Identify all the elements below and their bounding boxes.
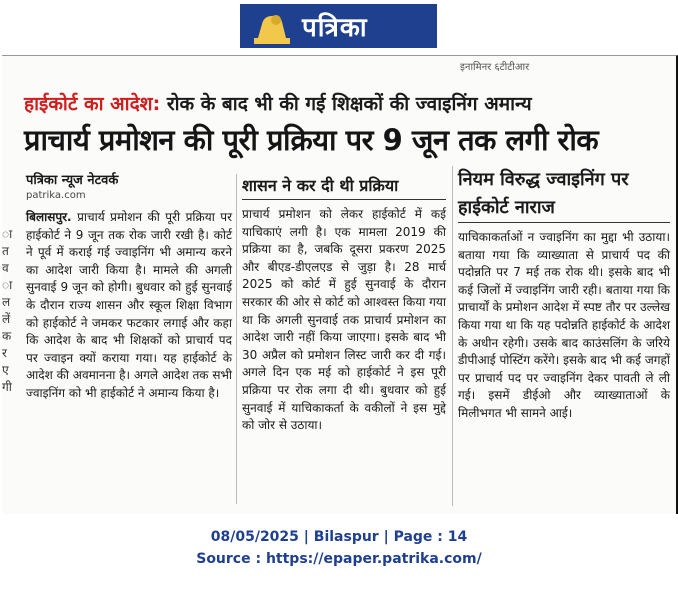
source-line: Source : https://epaper.patrika.com/ [196,551,482,567]
column-3-body: याचिकाकर्ताओं न ज्वाइनिंग का मुद्दा भी उठाया। बताया गया कि व्याख्याता से प्राचार्य पद की पदोन्नति पर 7 मई तक रोक थी। इसके बाद भी कई जिलों में ज्वाइनिंग जारी रही। बताया गया कि प्राचार्यों के प्रमोशन आदेश में स्पष्ट तौर पर उल्लेख किया गया था कि यह पदोन्नति हाईकोर्ट के आदेश के अधीन रहेगी। उसके बाद काउंसलिंग के जरिये डीपीआई पोस्टिंग करेंगे। इसके बाद भी कई जगहों पर प्राचार्य पद पर ज्वाइनिंग देकर पावती ले ली गई। इसमें डीईओ और व्याख्याताओं के मिलीभगत भी सामने आई। [458,230,670,420]
column-2 [242,174,446,435]
left-cut-text: ा त व ा ल लें क र ए गी [2,227,13,394]
news-clipping [2,55,678,514]
kicker-rest: रोक के बाद भी की गई शिक्षकों की ज्वाइनिंग अमान्य [160,93,532,115]
kicker-headline [24,90,532,116]
lion-emblem-icon [250,4,294,48]
dateline: बिलासपुर. [26,210,72,224]
kicker: हाईकोर्ट का आदेश: [24,93,161,115]
main-headline: प्राचार्य प्रमोशन की पूरी प्रक्रिया पर 9 जून तक लगी रोक [24,123,599,157]
column-divider [236,174,237,504]
column-3-subhead: नियम विरुद्ध ज्वाइनिंग पर हाईकोर्ट नाराज [458,166,670,223]
patrika-logo [240,4,437,48]
byline-site: patrika.com [26,190,86,201]
column-2-body: प्राचार्य प्रमोशन को लेकर हाईकोर्ट में कई याचिकाएं लगी है। एक मामला 2019 की प्रक्रिया का है, जबकि दूसरा प्रकरण 2025 और बीएड-डीएलएड से जुड़ा है। 28 मार्च 2025 को कोर्ट में हुई सुनवाई के दौरान सरकार की ओर से कोर्ट को आश्वस्त किया गया था कि अगली सुनवाई तक प्राचार्य प्रमोशन का आदेश जारी नहीं किया जाएगा। इसके बाद भी 30 अप्रैल को प्रमोशन लिस्ट जारी कर दी गई। अगले दिन एक मई को हाईकोर्ट ने इस पूरी प्रक्रिया पर रोक लगा दी थी। बुधवार को हुई सुनवाई में याचिकाकर्ता के वकीलों ने इस मुद्दे को जोर से उठाया। [242,207,446,433]
top-cut-text: इनामिनर ६टीटीआर [460,62,530,73]
edition-info: 08/05/2025 | Bilaspur | Page : 14 [210,529,468,545]
column-2-subhead: शासन ने कर दी थी प्रक्रिया [242,174,446,200]
column-1 [26,170,232,403]
column-divider [452,166,453,506]
logo-name: पत्रिका [302,13,368,43]
column-3 [458,166,670,423]
byline: पत्रिका न्यूज नेटवर्क [26,173,119,188]
column-1-text: प्राचार्य प्रमोशन की पूरी प्रक्रिया पर हाईकोर्ट ने 9 जून तक रोक जारी रखी है। कोर्ट ने पूर्व में कराई गई ज्वाइनिंग भी अमान्य करने का आदेश जारी किया है। मामले की अगली सुनवाई 9 जून को होगी। बुधवार को हुई सुनवाई के दौरान राज्य शासन और स्कूल शिक्षा विभाग को हाईकोर्ट ने जमकर फटकार लगाई और कहा कि आदेश के बाद भी शिक्षकों को प्राचार्य पद पर ज्वाइन क्यों कराया गया। यह हाईकोर्ट के आदेश की अवमानना है। अगले आदेश तक सभी ज्वाइनिंग को भी हाईकोर्ट ने अमान्य किया है। [26,210,232,400]
column-1-body [26,209,232,403]
